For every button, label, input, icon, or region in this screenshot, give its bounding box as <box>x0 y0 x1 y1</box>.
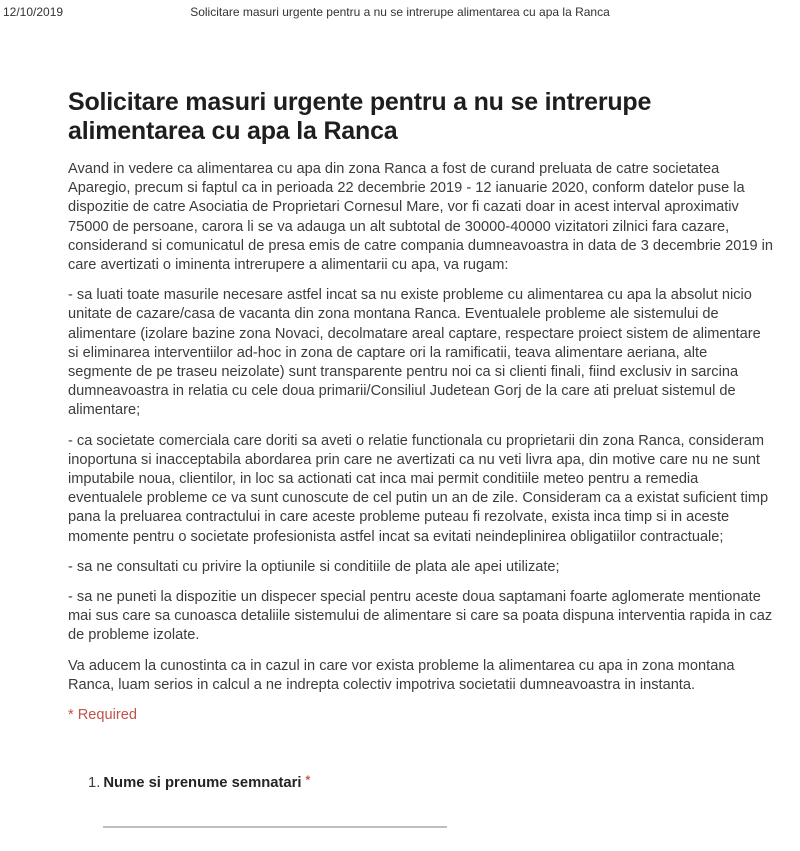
form-document <box>0 88 800 828</box>
print-date: 12/10/2019 <box>3 5 64 19</box>
question-required-asterisk: * <box>305 773 311 788</box>
answer-blank-line <box>103 826 447 828</box>
form-title: Solicitare masuri urgente pentru a nu se intrerupe alimentarea cu apa la Ranca <box>68 88 652 145</box>
form-paragraph: Va aducem la cunostinta ca in cazul in care vor exista probleme la alimentarea cu apa in zona montana Ranca, luam serios in calcul a ne indrepta colectiv impotriva societatii dumneavoastra in instanta. <box>68 657 735 693</box>
question-label: Nume si prenume semnatari <box>103 775 302 792</box>
form-paragraph: - sa ne puneti la dispozitie un dispecer special pentru aceste doua saptamani foarte aglomerate mentionate mai sus care sa cunoasca detaliile sistemului de alimentare si care sa poata dispuna interventia rapida in caz de probleme izolate. <box>68 589 773 644</box>
question-row <box>88 771 775 793</box>
form-paragraph: Avand in vedere ca alimentarea cu apa din zona Ranca a fost de curand preluata de catre societatea Aparegio, precum si faptul ca in perioada 22 decembrie 2019 - 12 ianuarie 2020, conform datelor puse la dispozitie de catre Asociatia de Proprietari Cornesul Mare, vor fi cazati doar in acest interval aproximativ 75000 de persoane, carora li se va adauga un alt subtotal de 30000-40000 vizitatori zilnici fara cazare, considerand si comunicatul de presa emis de catre compania dumneavoastra in data de 3 decembrie 2019 in care avertizati o iminenta intrerupere a alimentarii cu apa, va rugam: <box>68 161 773 274</box>
form-paragraph: - sa ne consultati cu privire la optiunile si conditiile de plata ale apei utilizate; <box>68 558 560 575</box>
question-item <box>68 771 775 828</box>
question-number: 1. <box>88 775 101 792</box>
required-note: * Required <box>68 707 137 724</box>
print-doc-title: Solicitare masuri urgente pentru a nu se intrerupe alimentarea cu apa la Ranca <box>190 5 610 19</box>
form-paragraph: - ca societate comerciala care doriti sa aveti o relatie functionala cu proprietarii din zona Ranca, consideram inoportuna si inacceptabila abordarea prin care ne avertizati ca nu veti livra apa, din motive care nu ne sunt imputabile noua, clientilor, in loc sa actionati cat inca mai permit conditiile meteo pentru a remedia eventualele probleme ce va sunt cunoscute de cel putin un an de zile. Consideram ca a existat suficient timp pana la preluarea contractului in care aceste probleme puteau fi rezolvate, exista inca timp si in aceste momente pentru o societate profesionista astfel incat sa evitati neindeplinirea obligatiilor contractuale; <box>68 432 769 545</box>
form-paragraph: - sa luati toate masurile necesare astfel incat sa nu existe probleme cu alimentarea cu apa la absolut nicio unitate de cazare/casa de vacanta din zona montana Ranca. Eventualele probleme ale sistemului de alimentare (izolare bazine zona Novaci, decolmatare areal captare, respectare proiect sistem de alimentare si eliminarea interventiilor ad-hoc in zona de captare ori la ramificatii, teava alimentare aeriana, alte segmente de pe traseu neizolate) sunt transparente pentru noi ca si clienti finali, fiind exclusiv in sarcina dumneavoastra in relatia cu cele doua primarii/Consiliul Judetean Gorj de la care ati preluat sistemul de alimentare; <box>68 287 761 419</box>
print-header <box>0 0 800 21</box>
